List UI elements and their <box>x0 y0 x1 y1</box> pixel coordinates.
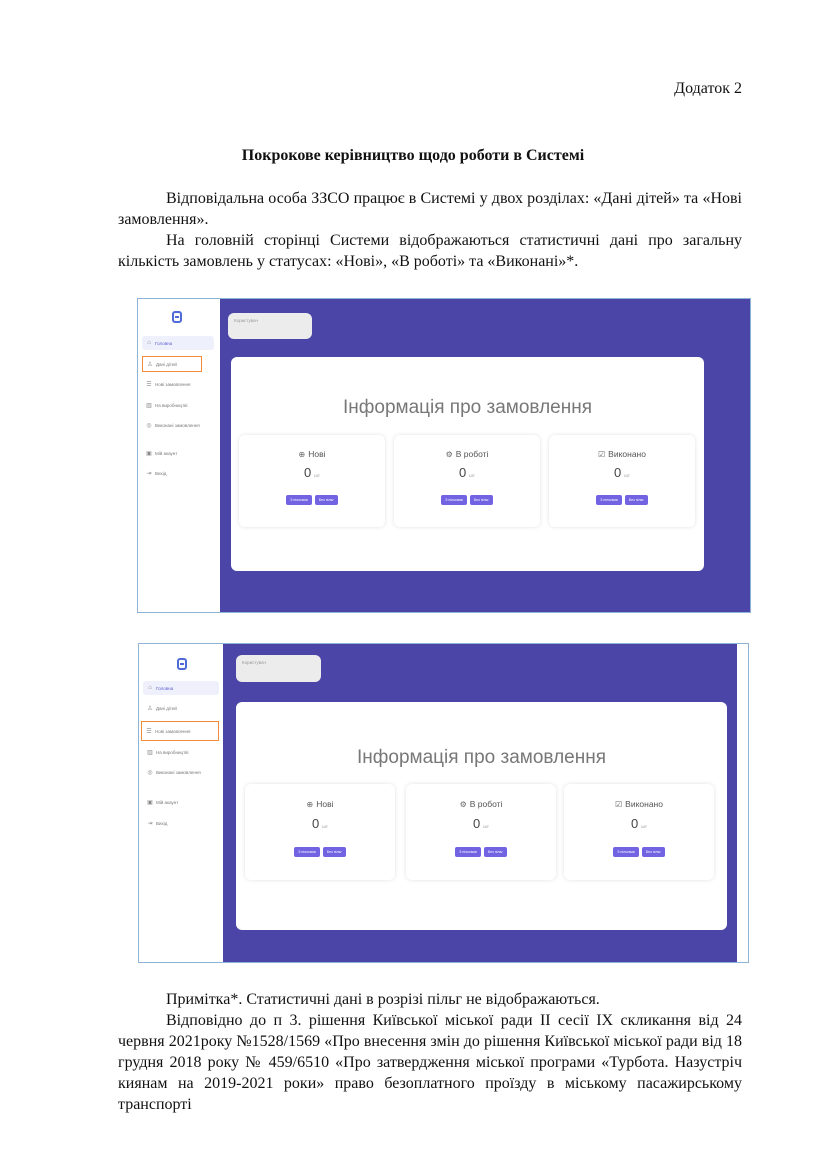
intro-paragraph-1: Відповідальна особа ЗЗСО працює в Системі у двох розділах: «Дані дітей» та «Нові замовлення». <box>118 190 742 228</box>
stat-value: 0 <box>304 465 312 480</box>
sidebar-item-label: Мій акаунт <box>155 450 178 456</box>
without-benefits-button[interactable]: Без пільг <box>315 495 338 505</box>
sidebar-item-label: Головна <box>156 685 174 691</box>
screenshot-new-orders <box>138 643 749 963</box>
sidebar <box>138 299 218 612</box>
stat-label: Нові <box>308 449 326 459</box>
sidebar-item-logout[interactable] <box>143 816 215 830</box>
check-circle-icon: ◎ <box>147 769 153 776</box>
card-title: Інформація про замовлення <box>342 397 593 418</box>
sidebar <box>139 644 219 962</box>
stat-in-progress <box>394 435 540 527</box>
stat-unit: шт <box>469 473 475 478</box>
body-paragraph: Відповідно до п 3. рішення Київської міської ради ІІ сесії ІХ скликання від 24 червня 2021року №1528/1569 «Про внесення змін до рішення Київської міської ради від 18 грудня 2018 року № 459/6510 «Про затвердження міської програми «Турбота. Назустріч киянам на 2019-2021 роки» право безоплатного проїзду в міському пасажирському транспорті <box>118 1012 742 1113</box>
logout-icon: ⇥ <box>146 470 152 477</box>
main-area <box>223 644 737 962</box>
stat-label: В роботі <box>469 799 503 809</box>
appendix-label: Додаток 2 <box>674 80 742 97</box>
stat-unit: шт <box>483 824 489 829</box>
stat-label: Виконано <box>608 449 646 459</box>
sidebar-item-new-orders[interactable] <box>142 377 214 391</box>
orders-info-card <box>236 702 727 930</box>
without-benefits-button[interactable]: Без пільг <box>323 847 346 857</box>
sidebar-item-label: Нові замовлення <box>155 728 191 734</box>
with-benefits-button[interactable]: З пільгами <box>596 495 622 505</box>
sidebar-item-label: Дані дітей <box>156 361 177 367</box>
stat-done <box>549 435 695 527</box>
chart-icon: ▥ <box>146 402 152 409</box>
stat-new <box>239 435 385 527</box>
sidebar-item-label: Виконані замовлення <box>155 422 200 428</box>
stat-value: 0 <box>312 816 320 831</box>
plus-circle-icon: ⊕ <box>306 800 314 809</box>
sidebar-item-account[interactable] <box>143 795 215 809</box>
stat-value: 0 <box>473 816 481 831</box>
account-icon: ▣ <box>147 799 153 806</box>
home-icon: ⌂ <box>148 685 152 691</box>
plus-circle-icon: ⊕ <box>298 450 306 459</box>
with-benefits-button[interactable]: З пільгами <box>613 847 639 857</box>
sidebar-item-label: Мій акаунт <box>156 799 179 805</box>
without-benefits-button[interactable]: Без пільг <box>470 495 493 505</box>
sidebar-item-label: Виконані замовлення <box>156 769 201 775</box>
with-benefits-button[interactable]: З пільгами <box>286 495 312 505</box>
orders-info-card <box>231 357 704 571</box>
sidebar-item-label: Нові замовлення <box>155 381 191 387</box>
user-box[interactable]: Користувач <box>236 655 321 682</box>
sidebar-item-label: Головна <box>155 340 173 346</box>
with-benefits-button[interactable]: З пільгами <box>441 495 467 505</box>
stat-value: 0 <box>459 465 467 480</box>
gear-icon: ⚙ <box>459 800 467 809</box>
sidebar-item-home[interactable] <box>142 336 214 350</box>
sidebar-item-label: На виробництві <box>155 402 188 408</box>
stat-unit: шт <box>641 824 647 829</box>
card-title: Інформація про замовлення <box>356 747 607 768</box>
document-title: Покрокове керівництво щодо роботи в Системі <box>241 147 585 164</box>
main-area <box>220 299 750 612</box>
without-benefits-button[interactable]: Без пільг <box>642 847 665 857</box>
screenshot-children-data <box>137 298 751 613</box>
check-circle-icon: ◎ <box>146 422 152 429</box>
account-icon: ▣ <box>146 450 152 457</box>
checkbox-icon: ☑ <box>615 800 623 809</box>
sidebar-item-in-production[interactable] <box>143 745 215 759</box>
gear-icon: ⚙ <box>445 450 453 459</box>
app-logo-icon <box>172 311 182 323</box>
sidebar-item-label: Вихід <box>155 470 167 476</box>
app-logo-icon <box>177 658 187 670</box>
sidebar-item-label: Дані дітей <box>156 705 177 711</box>
note-paragraph: Примітка*. Статистичні дані в розрізі пільг не відображаються. <box>166 991 600 1008</box>
without-benefits-button[interactable]: Без пільг <box>625 495 648 505</box>
list-icon: ☰ <box>146 381 152 388</box>
stat-label: В роботі <box>455 449 489 459</box>
sidebar-item-label: На виробництві <box>156 749 189 755</box>
stat-unit: шт <box>624 473 630 478</box>
stat-label: Нові <box>316 799 334 809</box>
with-benefits-button[interactable]: З пільгами <box>294 847 320 857</box>
sidebar-item-home[interactable] <box>143 681 219 695</box>
stat-new <box>245 784 395 880</box>
sidebar-item-in-production[interactable] <box>142 398 214 412</box>
stat-unit: шт <box>322 824 328 829</box>
home-icon: ⌂ <box>147 340 151 346</box>
stat-label: Виконано <box>625 799 663 809</box>
sidebar-item-label: Вихід <box>156 820 168 826</box>
list-icon: ☰ <box>146 728 152 735</box>
stat-value: 0 <box>631 816 639 831</box>
sidebar-item-new-orders[interactable] <box>141 721 219 741</box>
sidebar-item-children-data[interactable] <box>143 701 215 715</box>
with-benefits-button[interactable]: З пільгами <box>455 847 481 857</box>
sidebar-item-logout[interactable] <box>142 466 214 480</box>
stat-unit: шт <box>314 473 320 478</box>
sidebar-item-completed-orders[interactable] <box>142 418 214 432</box>
user-box[interactable]: Користувач <box>228 313 312 339</box>
logout-icon: ⇥ <box>147 820 153 827</box>
stat-value: 0 <box>614 465 622 480</box>
sidebar-item-children-data[interactable] <box>142 356 202 372</box>
chart-icon: ▥ <box>147 749 153 756</box>
user-icon: ♙ <box>147 705 153 712</box>
stat-in-progress <box>406 784 556 880</box>
user-icon: ♙ <box>147 361 153 368</box>
sidebar-item-account[interactable] <box>142 446 214 460</box>
intro-paragraph-2: На головній сторінці Системи відображаються статистичні дані про загальну кількість замовлень у статусах: «Нові», «В роботі» та «Виконані»*. <box>118 232 742 270</box>
sidebar-item-completed-orders[interactable] <box>143 765 215 779</box>
without-benefits-button[interactable]: Без пільг <box>484 847 507 857</box>
checkbox-icon: ☑ <box>598 450 606 459</box>
stat-done <box>564 784 714 880</box>
